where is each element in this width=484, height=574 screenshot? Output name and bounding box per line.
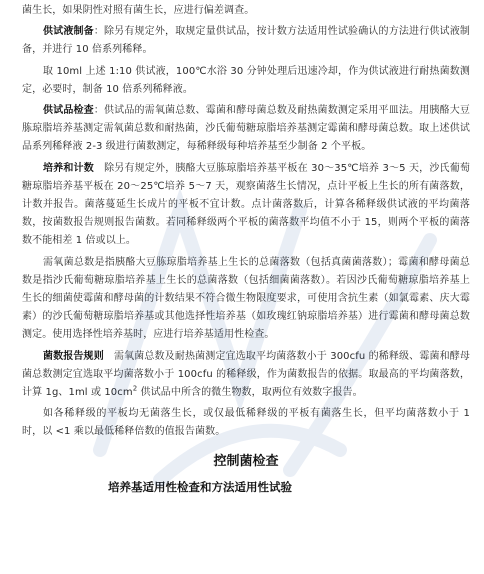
report-rules-text-a: 需氧菌总数及耐热菌测定宜选取平均菌落数小于 300cfu 的稀释级、霉菌和酵母菌总数测定宜选取平均菌落数小于 100cfu 的稀释级，作为菌数报告的依据。取最高的平均菌落数，计算 1g、1ml 或 10cm bbox=[22, 350, 470, 399]
intro-paragraph bbox=[22, 2, 470, 20]
definition-text: 需氧菌总数是指胰酪大豆胨琼脂培养基上生长的总菌落数（包括真菌菌落数）；霉菌和酵母菌总数是指沙氏葡萄糖琼脂培养基上生长的总菌落数（包括细菌菌落数）。若因沙氏葡萄糖琼脂培养基上生长的细菌使霉菌和酵母菌的计数结果不符合微生物限度要求，可使用含抗生素（如氯霉素、庆大霉素）的沙氏葡萄糖琼脂培养基或其他选择性培养基（如玫瑰红钠琼脂培养基）进行霉菌和酵母菌总数测定。使用选择性培养基时，应进行培养基适用性检查。 bbox=[22, 256, 470, 341]
solution-prep-paragraph bbox=[22, 23, 470, 59]
report-rules-superscript: 2 bbox=[132, 384, 138, 393]
inoculation-paragraph bbox=[22, 102, 470, 157]
heat-treatment-paragraph bbox=[22, 63, 470, 99]
heat-treatment-text: 取 10ml 上述 1:10 供试液，100℃水浴 30 分钟处理后迅速冷却，作为供试液进行耐热菌数测定，必要时，制备 10 倍系列稀释液。 bbox=[22, 65, 470, 95]
section-heading: 控制菌检查 bbox=[213, 453, 279, 469]
solution-prep-title: 供试液制备 bbox=[43, 26, 94, 38]
subsection-heading: 培养基适用性检查和方法适用性试验 bbox=[108, 479, 292, 494]
culture-count-title: 培养和计数 bbox=[43, 162, 94, 174]
solution-prep-text: ：除另有规定外，取规定量供试品，按计数方法适用性试验确认的方法进行供试液制备，并进行 10 倍系列稀释。 bbox=[22, 26, 470, 56]
intro-text: 菌生长，如果阴性对照有菌生长，应进行偏差调查。 bbox=[22, 5, 255, 16]
inoculation-title: 供试品检查 bbox=[43, 105, 94, 117]
zero-growth-text: 如各稀释级的平板均无菌落生长，或仅最低稀释级的平板有菌落生长，但平均菌落数小于 1 时，以 <1 乘以最低稀释倍数的值报告菌数。 bbox=[22, 408, 470, 438]
culture-count-text: 除另有规定外，胰酪大豆胨琼脂培养基平板在 30～35℃培养 3～5 天，沙氏葡萄糖琼脂培养基平板在 20～25℃培养 5～7 天，观察菌落生长情况，点计平板上生长的所有菌落数，计数并报告。菌落蔓延生长成片的平板不宜计数。点计菌落数后，计算各稀释级供试液的平均菌落数，按菌数报告规则报告菌数。若同稀释级两个平板的菌落数平均值不小于 15，则两个平板的菌落数不能相差 1 倍或以上。 bbox=[22, 162, 471, 247]
definition-paragraph bbox=[22, 254, 470, 345]
inoculation-text: ：供试品的需氧菌总数、霉菌和酵母菌总数及耐热菌数测定采用平皿法。用胰酪大豆胨琼脂培养基测定需氧菌总数和耐热菌，沙氏葡萄糖琼脂培养基测定霉菌和酵母菌总数。取上述供试品系列稀释液 2-3 级进行菌数测定，每稀释级每种培养基至少制备 2 个平板。 bbox=[22, 105, 470, 153]
zero-growth-paragraph bbox=[22, 405, 470, 441]
report-rules-text-b: 供试品中所含的微生物数，取两位有效数字报告。 bbox=[137, 387, 363, 399]
culture-count-paragraph bbox=[22, 160, 470, 251]
report-rules-title: 菌数报告规则 bbox=[43, 350, 104, 362]
report-rules-paragraph bbox=[22, 348, 470, 403]
